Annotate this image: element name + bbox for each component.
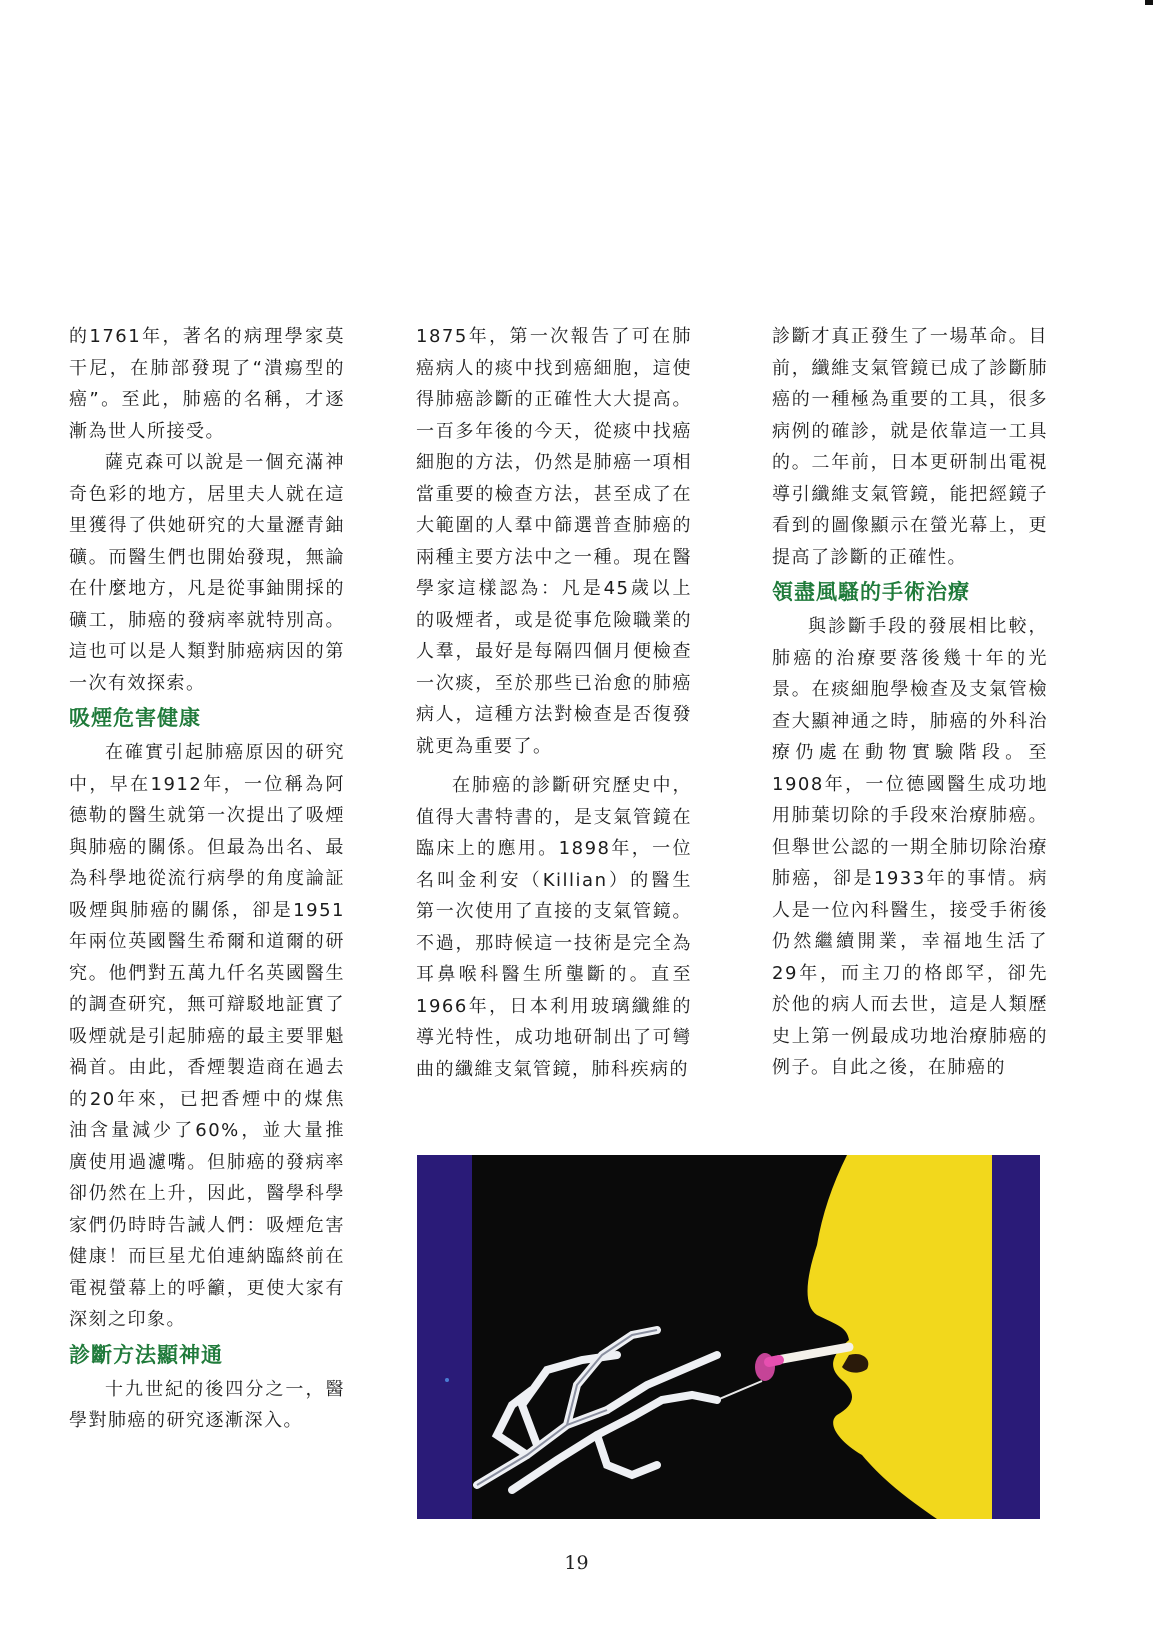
paragraph: 在肺癌的診斷研究歷史中，值得大書特書的，是支氣管鏡在臨床上的應用。1898年，一位名叫金利安（Killian）的醫生第一次使用了直接的支氣管鏡。不過，那時候這一技術是完全為耳鼻喉科醫生所壟斷的。直至1966年，日本利用玻璃纖維的導光特性，成功地研制出了可彎曲的纖維支氣管鏡，肺科疾病的 <box>416 775 692 1080</box>
text-column-1 <box>69 321 345 1437</box>
paragraph: 的1761年，著名的病理學家莫干尼，在肺部發現了“潰瘍型的癌”。至此，肺癌的名稱，才逐漸為世人所接受。 <box>69 326 345 442</box>
paragraph: 診斷才真正發生了一場革命。目前，纖維支氣管鏡已成了診斷肺癌的一種極為重要的工具，很多病例的確診，就是依靠這一工具的。二年前，日本更研制出電視導引纖維支氣管鏡，能把經鏡子看到的圖像顯示在螢光幕上，更提高了診斷的正確性。 <box>772 326 1048 568</box>
section-heading-smoking: 吸煙危害健康 <box>69 706 201 730</box>
paragraph: 十九世紀的後四分之一，醫學對肺癌的研究逐漸深入。 <box>69 1378 345 1431</box>
section-heading-surgery: 領盡風騷的手術治療 <box>772 580 970 604</box>
flame-icon <box>755 1353 775 1381</box>
section-heading-diagnosis: 診斷方法顯神通 <box>69 1342 223 1367</box>
paragraph: 在確實引起肺癌原因的研究中，早在1912年，一位稱為阿德勒的醫生就第一次提出了吸煙與肺癌的關係。但最為出名、最為科學地從流行病學的角度論証吸煙與肺癌的關係，卻是1951年兩位英國醫生希爾和道爾的研究。他們對五萬九仟名英國醫生的調查研究，無可辯駁地証實了吸煙就是引起肺癌的最主要罪魁禍首。由此，香煙製造商在過去的20年來，已把香煙中的煤焦油含量減少了60%，並大量推廣使用過濾嘴。但肺癌的發病率卻仍然在上升，因此，醫學科學家們仍時時告誡人們：吸煙危害健康！而巨星尤伯連納臨終前在電視螢幕上的呼籲，更使大家有深刻之印象。 <box>69 742 345 1330</box>
scan-corner-mark <box>1145 0 1153 5</box>
illustration-art <box>417 1155 1040 1519</box>
smoking-skeleton-illustration <box>417 1155 1040 1519</box>
paragraph: 1875年，第一次報告了可在肺癌病人的痰中找到癌細胞，這使得肺癌診斷的正確性大大提高。一百多年後的今天，從痰中找癌細胞的方法，仍然是肺癌一項相當重要的檢查方法，甚至成了在大範圍的人羣中篩選普查肺癌的兩種主要方法中之一種。現在醫學家這樣認為：凡是45歲以上的吸煙者，或是從事危險職業的人羣，最好是每隔四個月便檢查一次痰，至於那些已治愈的肺癌病人，這種方法對檢查是否復發就更為重要了。 <box>416 326 692 757</box>
paragraph: 薩克森可以說是一個充滿神奇色彩的地方，居里夫人就在這里獲得了供她研究的大量瀝青鈾礦。而醫生們也開始發現，無論在什麼地方，凡是從事鈾開採的礦工，肺癌的發病率就特別高。這也可以是人類對肺癌病因的第一次有效探索。 <box>69 452 345 694</box>
text-column-3 <box>772 321 1048 1084</box>
text-column-2 <box>416 321 692 1085</box>
page-number: 19 <box>564 1552 589 1574</box>
paragraph: 與診斷手段的發展相比較，肺癌的治療要落後幾十年的光景。在痰細胞學檢查及支氣管檢查大顯神通之時，肺癌的外科治療仍處在動物實驗階段。至1908年，一位德國醫生成功地用肺葉切除的手段來治療肺癌。但舉世公認的一期全肺切除治療肺癌，卻是1933年的事情。病人是一位內科醫生，接受手術後仍然繼續開業，幸福地生活了29年，而主刀的格郎罕，卻先於他的病人而去世，這是人類歷史上第一例最成功地治療肺癌的例子。自此之後，在肺癌的 <box>772 616 1048 1078</box>
